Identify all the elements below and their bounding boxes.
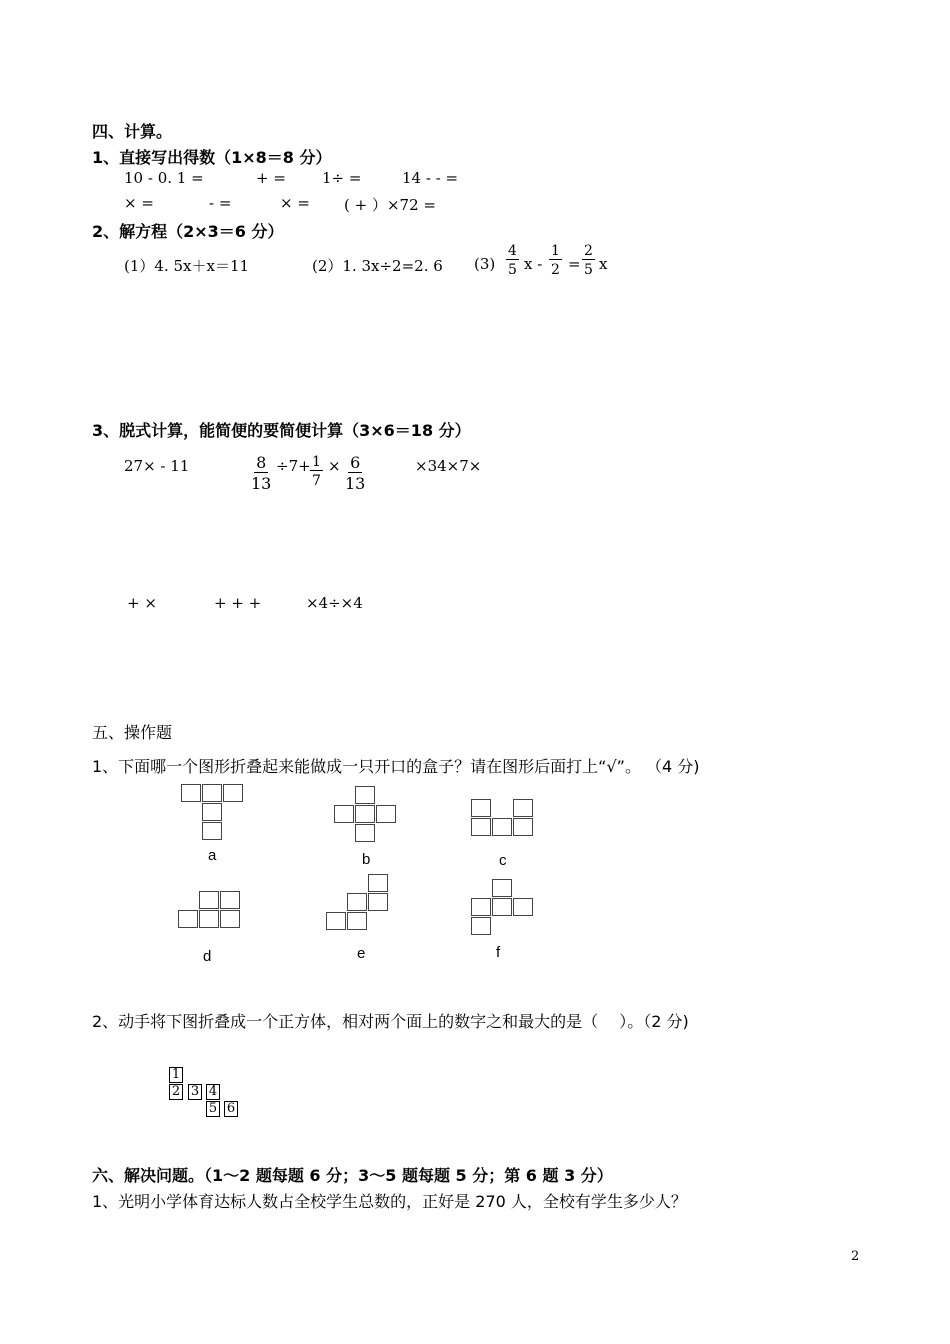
net-label-c: c (499, 852, 507, 869)
cube-face: 3 (188, 1084, 202, 1100)
fraction-denominator: 5 (584, 262, 593, 279)
equation-3-text: x (599, 255, 608, 273)
calc-expr-6: ×4÷×4 (306, 594, 363, 612)
page-number: 2 (851, 1249, 860, 1264)
q1-expr: + = (256, 169, 286, 187)
q1-expr: ( + ）×72 = (344, 196, 436, 214)
net-label-f: f (496, 944, 501, 961)
fraction-denominator: 2 (551, 262, 560, 279)
calc-expr-1: 27× - 11 (124, 457, 190, 475)
fraction-numerator: 1 (551, 243, 560, 259)
fraction-denominator: 13 (251, 474, 272, 494)
fraction-numerator: 8 (256, 453, 267, 472)
s5-q1-text: 1、下面哪一个图形折叠起来能做成一只开口的盒子？请在图形后面打上“√”。 （4 分) (92, 757, 700, 776)
calc-expr-3: ×34×7× (415, 457, 482, 475)
s5-q2-text: 2、动手将下图折叠成一个正方体，相对两个面上的数字之和最大的是（ ）。（2 分) (92, 1012, 689, 1031)
q3-title: 3、脱式计算，能简便的要简便计算（3×6＝18 分） (92, 421, 471, 440)
calc-expr-2-text: × (328, 457, 341, 475)
equation-2: (2）1. 3x÷2=2. 6 (312, 257, 443, 275)
q1-expr: × = (280, 194, 310, 212)
cube-face: 4 (206, 1084, 220, 1100)
fraction (251, 454, 271, 494)
net-label-b: b (362, 851, 371, 868)
equation-1: (1）4. 5x＋x＝11 (124, 257, 250, 275)
fraction-numerator: 2 (584, 243, 593, 259)
section5-title: 五、操作题 (92, 723, 173, 742)
section6-title: 六、解决问题。（1～2 题每题 6 分；3～5 题每题 5 分；第 6 题 3 分） (92, 1166, 613, 1185)
net-label-a: a (208, 847, 217, 864)
net-label-e: e (357, 945, 366, 962)
cube-face: 5 (206, 1101, 220, 1117)
calc-expr-4: + × (127, 594, 157, 612)
fraction (582, 243, 595, 278)
equation-3-text: x - (524, 255, 543, 273)
fraction-denominator: 7 (312, 473, 321, 490)
s6-q1-text: 1、光明小学体育达标人数占全校学生总数的，正好是 270 人，全校有学生多少人？ (92, 1192, 687, 1211)
net-label-d: d (203, 948, 212, 965)
fraction (310, 454, 323, 489)
q1-title: 1、直接写出得数（1×8＝8 分） (92, 148, 332, 167)
fraction-numerator: 4 (508, 243, 517, 259)
cube-face: 2 (169, 1084, 183, 1100)
cube-face: 1 (169, 1067, 183, 1083)
fraction-numerator: 6 (350, 453, 361, 472)
fraction-denominator: 5 (508, 262, 517, 279)
fraction-numerator: 1 (312, 454, 321, 470)
fraction (345, 454, 365, 494)
q1-expr: 1÷ = (322, 169, 362, 187)
calc-expr-2-text: ÷7+ (276, 457, 311, 475)
equation-3-prefix: (3) (474, 255, 496, 273)
q2-title: 2、解方程（2×3＝6 分） (92, 222, 284, 241)
q1-expr: × = (124, 194, 154, 212)
calc-expr-5: + + + (214, 594, 262, 612)
fraction-denominator: 13 (345, 474, 366, 494)
fraction (506, 243, 519, 278)
fraction (549, 243, 562, 278)
q1-expr: 10 - 0. 1 = (124, 169, 204, 187)
section4-title: 四、计算。 (92, 122, 173, 141)
cube-face: 6 (224, 1101, 238, 1117)
q1-expr: - = (209, 194, 232, 212)
equation-3-text: = (568, 255, 581, 273)
q1-expr: 14 - - = (402, 169, 459, 187)
